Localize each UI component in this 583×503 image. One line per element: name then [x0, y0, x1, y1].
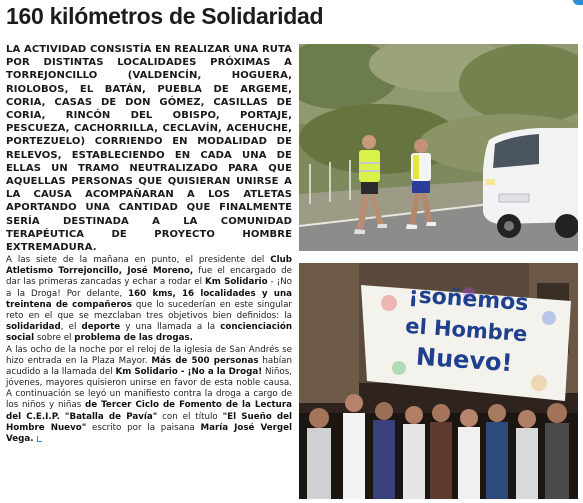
article-lead: LA ACTIVIDAD CONSISTÍA EN REALIZAR UNA RUTA POR DISTINTAS LOCALIDADES PRÓXIMAS A TORREJONCILLO (VALDENCÍN, HOGUERA, RIOLOBOS, EL BATÁN, PUEBLA DE ARGEME, CORIA, CASAS DE DON GÓMEZ, CASILLAS DE CORIA, RINCÓN DEL OBISPO, PORTAJE, PESCUEZA, CACHORRILLA, CECLAVÍN, ACEHUCHE, PORTEZUELO) CORRIENDO EN MODALIDAD DE RELEVOS, ESTABLECIENDO EN CADA UNA DE ELLAS UN TRAMO NEUTRALIZADO PARA QUE AQUELLAS PERSONAS QUE QUISIERAN UNIRSE A LA CAUSA ACOMPAÑARAN A LOS ATLETAS APORTANDO UNA CANTIDAD QUE FINALMENTE SERÍA DESTINADA A LA COMUNIDAD TERAPÉUTICA DE PROYECTO HOMBRE EXTREMADURA. — [6, 44, 292, 254]
text: - ¡No a la Droga! Por delante, — [6, 277, 292, 299]
bold-text: María José Vergel Vega. — [6, 422, 292, 444]
banner-line-1: ¡soñemos — [407, 282, 530, 317]
text: y una llamada a la — [120, 321, 221, 332]
end-of-article-icon — [37, 436, 42, 442]
corner-accent — [573, 0, 583, 5]
bold-text: solidaridad — [6, 321, 61, 332]
text: que lo sucederían en este singular reto en el que se mezclaban tres objetivos bien definidos: la — [6, 299, 292, 321]
text: , el — [60, 321, 82, 332]
article-body — [6, 43, 292, 445]
photo-plaza-banner — [299, 263, 578, 499]
bold-text: 160 kms, 16 localidades y una treintena de compañeros — [6, 288, 292, 310]
text: con el título — [157, 411, 223, 422]
bold-text: Club Atletismo Torrejoncillo, José Moreno, — [6, 255, 292, 277]
article-title: 160 kilómetros de Solidaridad — [6, 3, 324, 29]
text: fue el encargado de dar las primeras zancadas y echar a rodar el — [6, 266, 292, 288]
bold-text: deporte — [81, 321, 121, 332]
banner-line-3: Nuevo! — [415, 342, 514, 378]
text: A las siete de la mañana en punto, el presidente del — [6, 255, 271, 266]
text: sobre el — [34, 332, 75, 343]
bold-text: de Tercer Ciclo de Fomento de la Lectura del C.E.I.P. "Batalla de Pavía" — [6, 400, 292, 422]
banner-line-2: el Hombre — [404, 313, 529, 347]
bold-text: problema de las drogas. — [74, 332, 193, 343]
banner-text — [360, 278, 572, 392]
bold-text: concienciación social — [6, 321, 293, 343]
bold-text: Más de 500 personas — [151, 356, 259, 367]
bold-text: Km Solidario — [205, 277, 268, 288]
text: A las ocho de la noche por el reloj de la iglesia de San Andrés se hizo entrada en la Plaza Mayor. — [6, 345, 292, 367]
paragraph-1 — [6, 255, 292, 344]
text: Niños, jóvenes, mayores quisieron unirse en favor de esta noble causa. A continuación se leyó un manifiesto contra la droga a cargo de los niños y niñas — [6, 367, 292, 411]
text: habían acudido a la llamada del — [6, 356, 292, 378]
paragraph-2 — [6, 345, 292, 445]
text: escrito por la paisana — [86, 422, 201, 433]
photo-runners-road — [299, 44, 578, 251]
bold-text: "El Sueño del Hombre Nuevo" — [6, 411, 292, 433]
bold-text: Km Solidario - ¡No a la Droga! — [115, 367, 263, 378]
